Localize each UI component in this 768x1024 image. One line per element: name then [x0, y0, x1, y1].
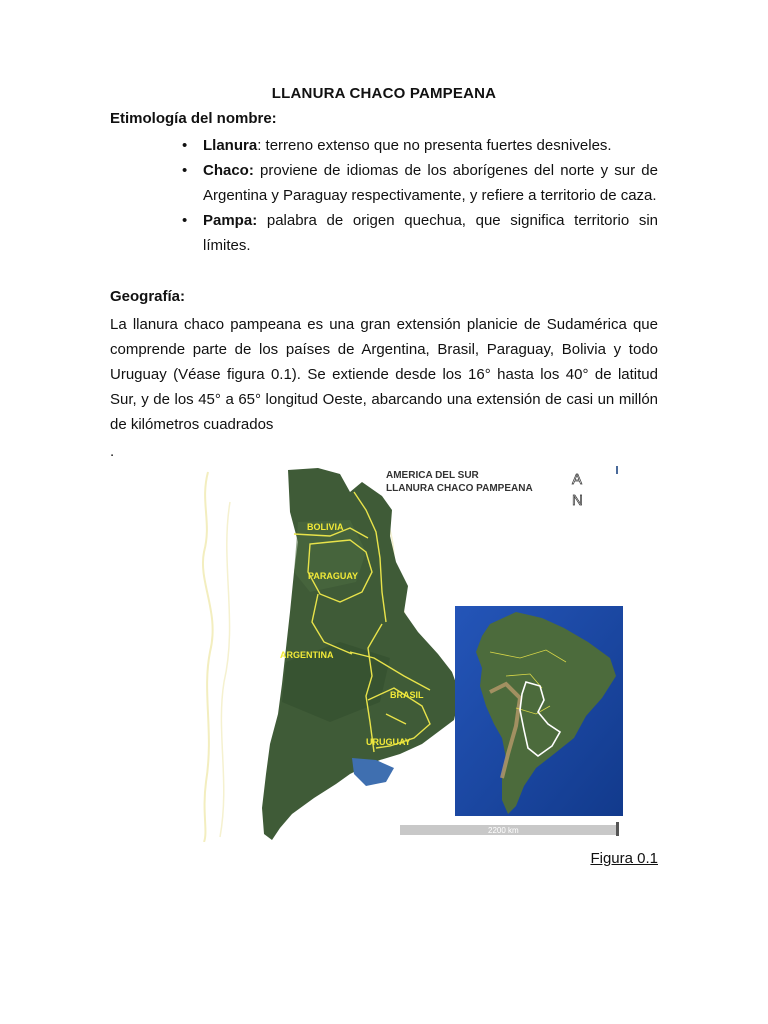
term: Chaco: — [203, 162, 254, 179]
geography-paragraph: La llanura chaco pampeana es una gran extensión planicie de Sudamérica que comprende parte de los países de Argentina, Brasil, Paraguay, Bolivia y todo Uruguay (Véase figura 0.1). Se extiende desde los 16° hasta los 40° de latitud Sur, y de los 45° a 65° longitud Oeste, abarcando una extensión de casi un millón de kilómetros cuadrados — [110, 316, 658, 433]
term-separator: : — [257, 137, 262, 154]
compass-icon — [572, 471, 583, 509]
bullet-icon: • — [182, 137, 188, 154]
trailing-dot: . — [110, 443, 115, 460]
page-title: LLANURA CHACO PAMPEANA — [271, 85, 497, 102]
list-item — [178, 208, 658, 258]
etymology-heading: Etimología del nombre: — [110, 110, 277, 127]
compass-letter-a: A — [572, 471, 583, 488]
figure-caption: Figura 0.1 — [590, 850, 658, 867]
term: Llanura — [203, 137, 258, 154]
list-item — [178, 133, 658, 158]
label-brasil: BRASIL — [390, 690, 424, 700]
bullet-icon: • — [182, 162, 188, 179]
label-paraguay: PARAGUAY — [308, 571, 359, 581]
bullet-icon: • — [182, 212, 188, 229]
map-figure — [190, 462, 630, 842]
label-uruguay: URUGUAY — [366, 737, 411, 747]
definition: palabra de origen quechua, que significa territorio sin límites. — [203, 212, 658, 254]
background-border-trace — [203, 472, 213, 842]
definition: terreno extenso que no presenta fuertes desniveles. — [261, 137, 612, 154]
definition: proviene de idiomas de los aborígenes del norte y sur de Argentina y Paraguay respectivamente, y refiere a territorio de caza. — [203, 162, 658, 204]
map-image — [190, 462, 630, 842]
inset-map — [455, 606, 623, 816]
geography-heading: Geografía: — [110, 288, 186, 305]
list-item — [178, 158, 658, 208]
edge-mark — [616, 466, 618, 474]
scale-bar-end — [616, 822, 619, 836]
background-border-trace — [220, 502, 230, 837]
map-header-line2: LLANURA CHACO PAMPEANA — [386, 483, 533, 494]
term: Pampa: — [203, 212, 258, 229]
scale-label: 2200 km — [488, 826, 519, 835]
map-header-line1: AMERICA DEL SUR — [386, 470, 479, 481]
etymology-list — [178, 133, 658, 258]
estuary-water — [352, 758, 394, 786]
label-bolivia: BOLIVIA — [307, 522, 344, 532]
label-argentina: ARGENTINA — [280, 650, 334, 660]
compass-letter-n: N — [572, 492, 583, 509]
